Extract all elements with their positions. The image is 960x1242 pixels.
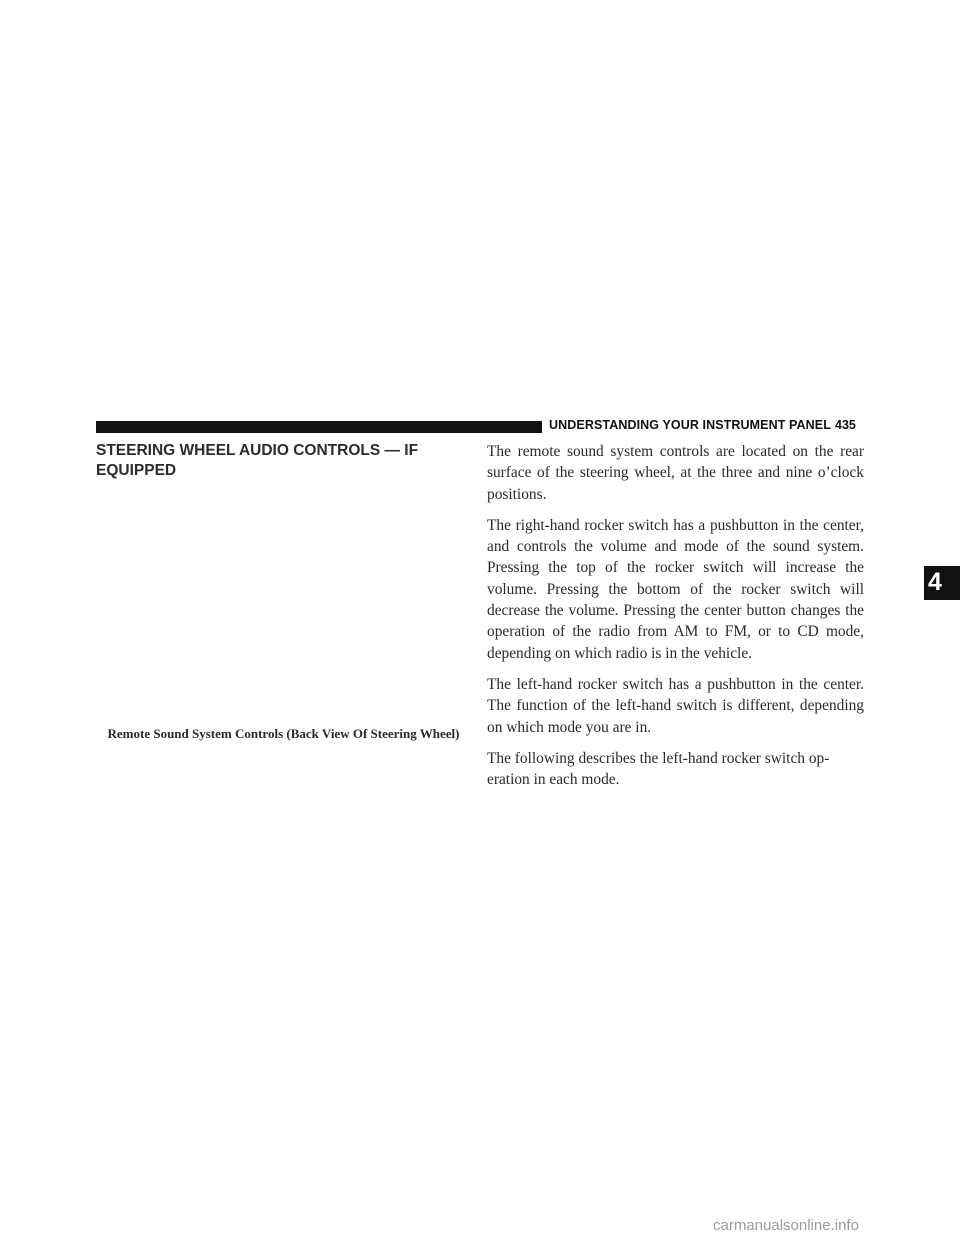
running-header-title: UNDERSTANDING YOUR INSTRUMENT PANEL <box>549 418 831 432</box>
figure-image-area <box>96 490 471 720</box>
chapter-number: 4 <box>928 568 942 596</box>
section-heading: STEERING WHEEL AUDIO CONTROLS — IF EQUIPPED <box>96 442 419 479</box>
watermark: carmanualsonline.info <box>713 1217 859 1234</box>
body-paragraph: The left-hand rocker switch has a pushbutton in the center. The function of the left-hand switch is different, depending on which mode you are in. <box>487 675 864 736</box>
body-paragraph: The following describes the left-hand rocker switch op-eration in each mode. <box>487 749 830 789</box>
chapter-tab <box>924 566 960 600</box>
body-text-column <box>487 441 864 800</box>
page-number: 435 <box>835 418 856 432</box>
header-rule <box>96 421 542 433</box>
body-paragraph: The remote sound system controls are located on the rear surface of the steering wheel, at the three and nine o’clock positions. <box>487 443 864 503</box>
body-paragraph: The right-hand rocker switch has a pushbutton in the center, and controls the volume and mode of the sound system. Pressing the top of the rocker switch will increase the volume. Pressing the bottom of the rocker switch will decrease the volume. Pressing the center button changes the operation of the radio from AM to FM, or to CD mode, depending on which radio is in the vehicle. <box>487 516 864 662</box>
figure-caption: Remote Sound System Controls (Back View Of Steering Wheel) <box>107 726 460 741</box>
